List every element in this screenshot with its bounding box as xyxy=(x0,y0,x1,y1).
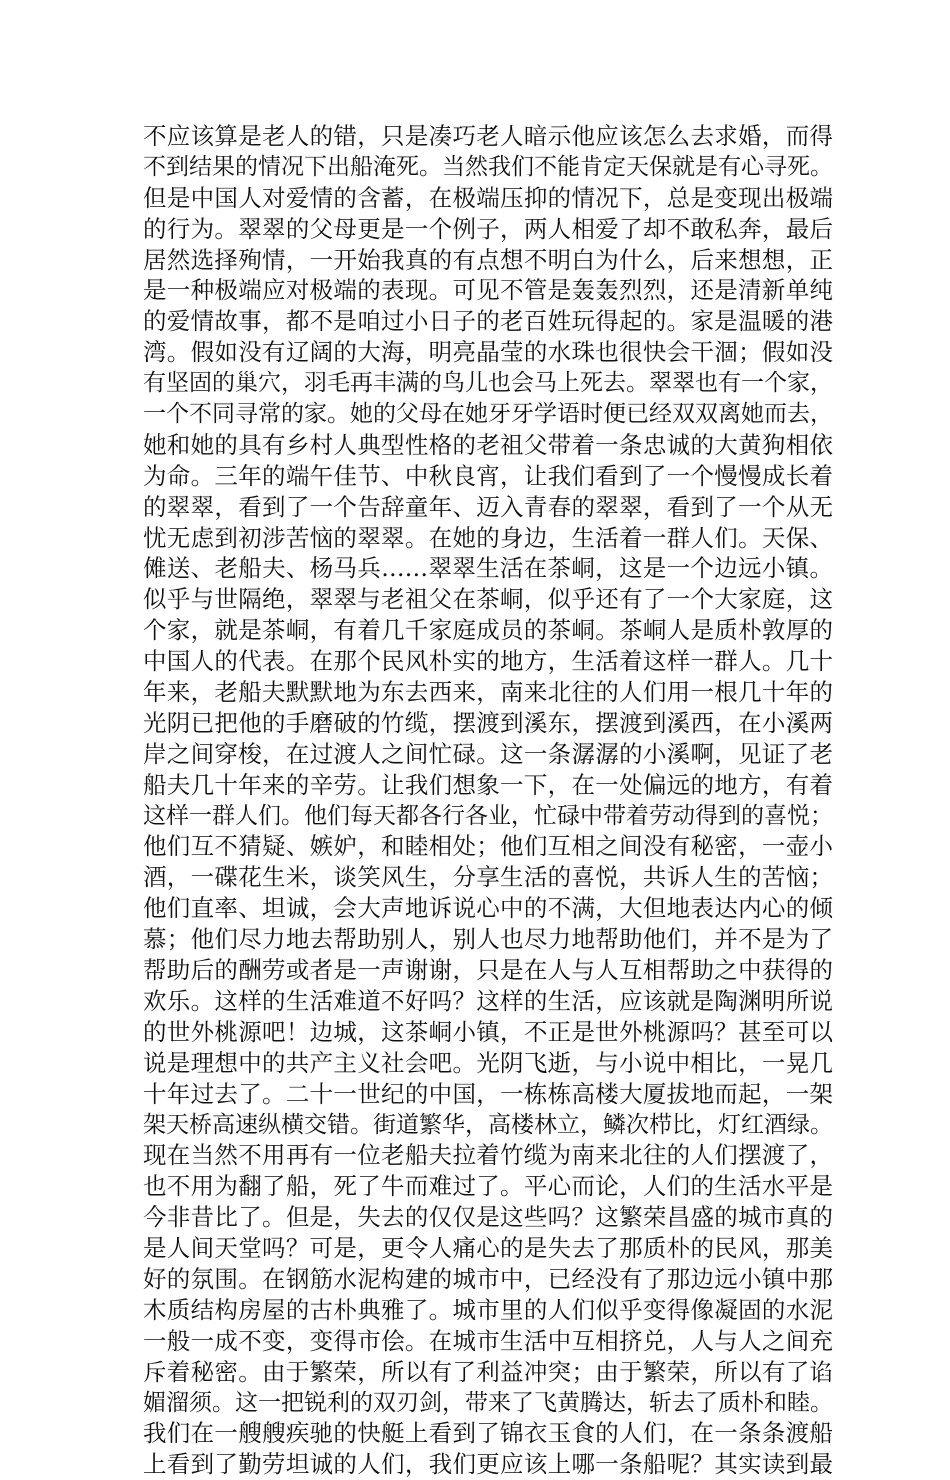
text-line: 酒，一碟花生米，谈笑风生，分享生活的喜悦，共诉人生的苦恼； xyxy=(143,863,833,892)
text-line: 的翠翠，看到了一个告辞童年、迈入青春的翠翠，看到了一个从无 xyxy=(143,492,833,521)
text-line: 船夫几十年来的辛劳。让我们想象一下，在一处偏远的地方，有着 xyxy=(143,770,833,799)
body-text xyxy=(143,121,833,1480)
text-line: 是人间天堂吗？可是，更令人痛心的是失去了那质朴的民风，那美 xyxy=(143,1234,833,1263)
text-line: 个家，就是茶峒，有着几千家庭成员的茶峒。茶峒人是质朴敦厚的 xyxy=(143,616,833,645)
text-line: 慕；他们尽力地去帮助别人，别人也尽力地帮助他们，并不是为了 xyxy=(143,925,833,954)
text-line: 一般一成不变，变得市侩。在城市生活中互相挤兑，人与人之间充 xyxy=(143,1326,833,1355)
text-line: 欢乐。这样的生活难道不好吗？这样的生活，应该就是陶渊明所说 xyxy=(143,986,833,1015)
text-line: 十年过去了。二十一世纪的中国，一栋栋高楼大厦拔地而起，一架 xyxy=(143,1079,833,1108)
text-line: 不应该算是老人的错，只是凑巧老人暗示他应该怎么去求婚，而得 xyxy=(143,122,833,150)
text-line: 的世外桃源吧！边城，这茶峒小镇，不正是世外桃源吗？甚至可以 xyxy=(143,1017,833,1046)
text-line: 岸之间穿梭，在过渡人之间忙碌。这一条潺潺的小溪啊，见证了老 xyxy=(143,739,833,768)
text-line: 是一种极端应对极端的表现。可见不管是轰轰烈烈，还是清新单纯 xyxy=(143,276,833,305)
text-line: 似乎与世隔绝，翠翠与老祖父在茶峒，似乎还有了一个大家庭，这 xyxy=(143,585,833,614)
text-line: 斥着秘密。由于繁荣，所以有了利益冲突；由于繁荣，所以有了谄 xyxy=(143,1357,833,1386)
text-line: 中国人的代表。在那个民风朴实的地方，生活着这样一群人。几十 xyxy=(143,647,833,676)
text-line: 今非昔比了。但是，失去的仅仅是这些吗？这繁荣昌盛的城市真的 xyxy=(143,1203,833,1232)
text-line: 的行为。翠翠的父母更是一个例子，两人相爱了却不敢私奔，最后 xyxy=(143,214,833,243)
text-line: 但是中国人对爱情的含蓄，在极端压抑的情况下，总是变现出极端 xyxy=(143,183,833,212)
text-line: 这样一群人们。他们每天都各行各业，忙碌中带着劳动得到的喜悦； xyxy=(143,802,833,829)
text-line: 忧无虑到初涉苦恼的翠翠。在她的身边，生活着一群人们。天保、 xyxy=(143,523,833,552)
text-line: 木质结构房屋的古朴典雅了。城市里的人们似乎变得像凝固的水泥 xyxy=(143,1295,833,1324)
text-line: 傩送、老船夫、杨马兵……翠翠生活在茶峒，这是一个边远小镇。 xyxy=(143,554,833,583)
text-line: 也不用为翻了船，死了牛而难过了。平心而论，人们的生活水平是 xyxy=(143,1172,833,1201)
text-line: 的爱情故事，都不是咱过小日子的老百姓玩得起的。家是温暖的港 xyxy=(143,307,833,336)
text-line: 居然选择殉情，一开始我真的有点想不明白为什么，后来想想，正 xyxy=(143,245,833,274)
text-line: 说是理想中的共产主义社会吧。光阴飞逝，与小说中相比，一晃几 xyxy=(143,1048,833,1077)
text-line: 现在当然不用再有一位老船夫拉着竹缆为南来北往的人们摆渡了， xyxy=(143,1141,833,1170)
text-line: 有坚固的巢穴，羽毛再丰满的鸟儿也会马上死去。翠翠也有一个家， xyxy=(143,370,833,397)
text-line: 为命。三年的端午佳节、中秋良宵，让我们看到了一个慢慢成长着 xyxy=(143,461,833,490)
text-line: 帮助后的酬劳或者是一声谢谢，只是在人与人互相帮助之中获得的 xyxy=(143,956,833,985)
text-line: 一个不同寻常的家。她的父母在她牙牙学语时便已经双双离她而去， xyxy=(143,401,833,428)
text-line: 上看到了勤劳坦诚的人们，我们更应该上哪一条船呢？其实读到最 xyxy=(143,1450,833,1479)
text-line: 好的氛围。在钢筋水泥构建的城市中，已经没有了那边远小镇中那 xyxy=(143,1264,833,1293)
text-line: 我们在一艘艘疾驰的快艇上看到了锦衣玉食的人们，在一条条渡船 xyxy=(143,1419,833,1448)
text-line: 他们互不猜疑、嫉妒，和睦相处；他们互相之间没有秘密，一壶小 xyxy=(143,832,833,861)
text-line: 光阴已把他的手磨破的竹缆，摆渡到溪东，摆渡到溪西，在小溪两 xyxy=(143,708,833,737)
text-line: 她和她的具有乡村人典型性格的老祖父带着一条忠诚的大黄狗相依 xyxy=(143,430,833,459)
text-line: 架天桥高速纵横交错。街道繁华，高楼林立，鳞次栉比，灯红酒绿。 xyxy=(143,1111,833,1138)
text-line: 不到结果的情况下出船淹死。当然我们不能肯定天保就是有心寻死。 xyxy=(143,153,833,180)
text-line: 湾。假如没有辽阔的大海，明亮晶莹的水珠也很快会干涸；假如没 xyxy=(143,338,833,367)
text-line: 媚溜须。这一把锐利的双刃剑，带来了飞黄腾达，斩去了质朴和睦。 xyxy=(143,1389,833,1416)
text-line: 他们直率、坦诚，会大声地诉说心中的不满，大但地表达内心的倾 xyxy=(143,894,833,923)
text-line: 年来，老船夫默默地为东去西来，南来北往的人们用一根几十年的 xyxy=(143,678,833,707)
